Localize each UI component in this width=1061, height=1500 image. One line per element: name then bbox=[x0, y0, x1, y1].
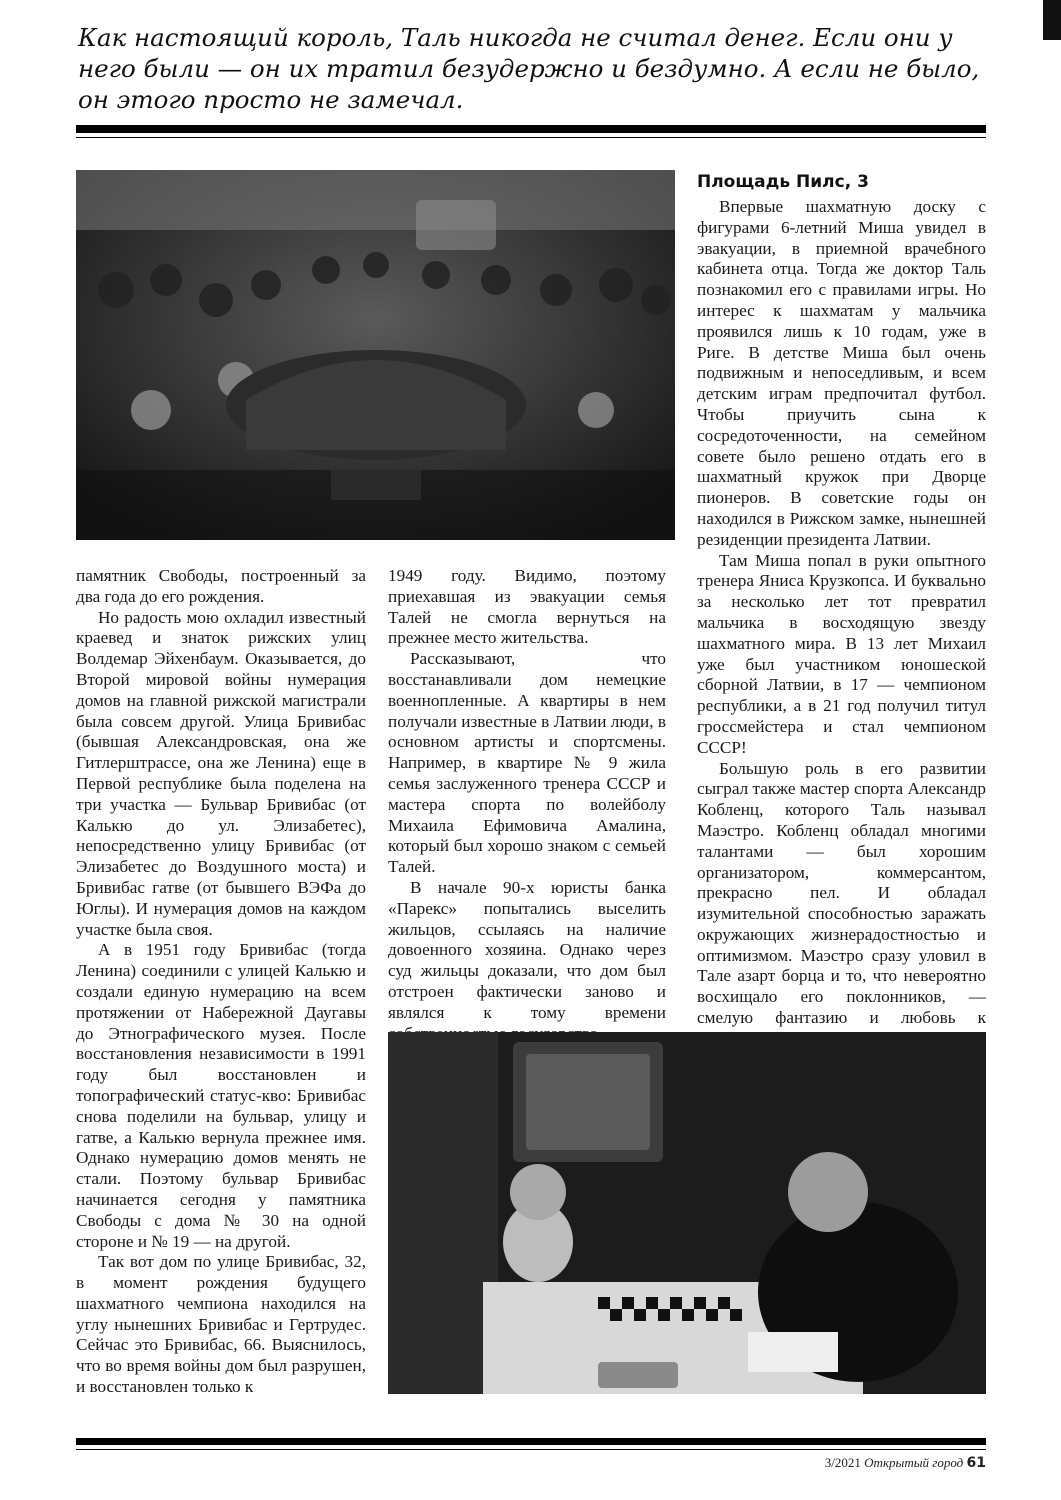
page-number: 61 bbox=[966, 1455, 986, 1471]
paragraph: памятник Свободы, построенный за два года до его рождения. bbox=[76, 566, 366, 606]
photo-chess-lesson bbox=[388, 1032, 986, 1394]
text-column-1 bbox=[76, 566, 366, 1398]
footer-magazine: Открытый город bbox=[864, 1455, 964, 1470]
photo-chess-illustration bbox=[388, 1032, 986, 1394]
paragraph: Рассказывают, что восстанавливали дом немецкие военнопленные. А квартиры в нем получали известные в Латвии люди, в основном артисты и спортсмены. Например, в квартире № 9 жила семья заслуженного тренера СССР и мастера спорта по волейболу Михаила Ефимовича Амалина, который был хорошо знаком с семьей Талей. bbox=[388, 649, 666, 877]
header-rule-thick bbox=[76, 125, 986, 133]
footer-issue: 3/2021 bbox=[824, 1455, 861, 1470]
paragraph: Большую роль в его развитии сыграл также мастер спорта Александр Кобленц, которого Таль называл Маэстро. Кобленц обладал многими талантами — был хорошим организатором, коммерсантом, прекрасно пел. И обладал изумительной способностью заражать окружающих жизнерадостностью и оптимизмом. Маэстро сразу уловил в Тале азарт борца и то, что невероятно восхищало его поклонников, — смелую фантазию и любовь к bbox=[697, 758, 986, 1028]
paragraph: Так вот дом по улице Бривибас, 32, в момент рождения будущего шахматного чемпиона находился на углу нынешних Бривибас и Гертрудес. Сейчас это Бривибас, 66. Выяснилось, что во время войны дом был разрушен, и восстановлен только к bbox=[76, 1252, 366, 1397]
paragraph: А в 1951 году Бривибас (тогда Ленина) соединили с улицей Калькю и создали единую нумерацию на всем протяжении от Набережной Даугавы до Этнографического музея. После восстановления независимости в 1991 году был восстановлен и топографический статус-кво: Бривибас снова поделили на бульвар, улицу и гатве, а Калькю вернула прежнее имя. Однако нумерацию домов менять не стали. Поэтому бульвар Бривибас начинается сегодня у памятника Свободы с дома № 30 на одной стороне и № 19 — на другой. bbox=[76, 940, 366, 1251]
page-edge-marker bbox=[1043, 0, 1061, 40]
paragraph: В начале 90-х юристы банка «Парекс» попытались выселить жильцов, ссылаясь на наличие довоенного хозяина. Однако через суд жильцы доказали, что дом был отстроен фактически заново и являлся к тому времени bbox=[388, 877, 666, 1022]
paragraph: Там Миша попал в руки опытного тренера Яниса Крузкопса. И буквально за несколько лет тот превратил мальчика в восходящую звезду шахматного мира. В 13 лет Михаил уже был участником юношеской сборной Латвии, в 17 — чемпионом республики, а в 21 год получил титул гроссмейстера и стал чемпионом СССР! bbox=[697, 550, 986, 757]
header-rule-thin bbox=[76, 137, 986, 138]
paragraph: Но радость мою охладил известный краевед и знаток рижских улиц Волдемар Эйхенбаум. Оказывается, до Второй мировой войны нумерация домов на главной рижской магистрали была совсем другой. Улица Бривибас (бывшая Александровская, она же Гитлерштрассе, она же Ленина) еще в Первой республике была поделена на три участка — Бульвар Бривибас (от Калькю до ул. Элизабетес), непосредственно улицу Бривибас (от Элизабетес до Воздушного моста) и Бривибас гатве (от бывшего ВЭФа до Юглы). И нумерация домов на каждом участке была своя. bbox=[76, 607, 366, 939]
footer-rule-thick bbox=[76, 1438, 986, 1445]
lead-quote: Как настоящий король, Таль никогда не считал денег. Если они у него были — он их тратил безудержно и бездумно. А если не было, он этого просто не замечал. bbox=[78, 23, 980, 114]
photo-crowd-illustration bbox=[76, 170, 675, 540]
page-footer bbox=[825, 1455, 986, 1471]
footer-rule-thin bbox=[76, 1449, 986, 1450]
photo-crowd-greeting bbox=[76, 170, 675, 540]
section-heading: Площадь Пилс, 3 bbox=[697, 172, 869, 192]
paragraph: Впервые шахматную доску с фигурами 6-летний Миша увидел в эвакуации, в приемной врачебного кабинета отца. Тогда же доктор Таль познакомил его с правилами игры. Но интерес к шахматам у мальчика проявился лишь к 10 годам, уже в Риге. В детстве Миша был очень подвижным и непоседливым, и всем детским играм предпочитал футбол. Чтобы приучить сына к сосредоточенности, на семейном совете было решено отдать его в шахматный кружок при Дворце пионеров. В советские годы он находился в Рижском замке, нынешней резиденции президента Латвии. bbox=[697, 197, 986, 549]
text-column-3 bbox=[697, 197, 986, 1050]
text-column-2 bbox=[388, 566, 666, 1044]
paragraph: 1949 году. Видимо, поэтому приехавшая из эвакуации семья Талей не смогла вернуться на прежнее место жительства. bbox=[388, 566, 666, 648]
